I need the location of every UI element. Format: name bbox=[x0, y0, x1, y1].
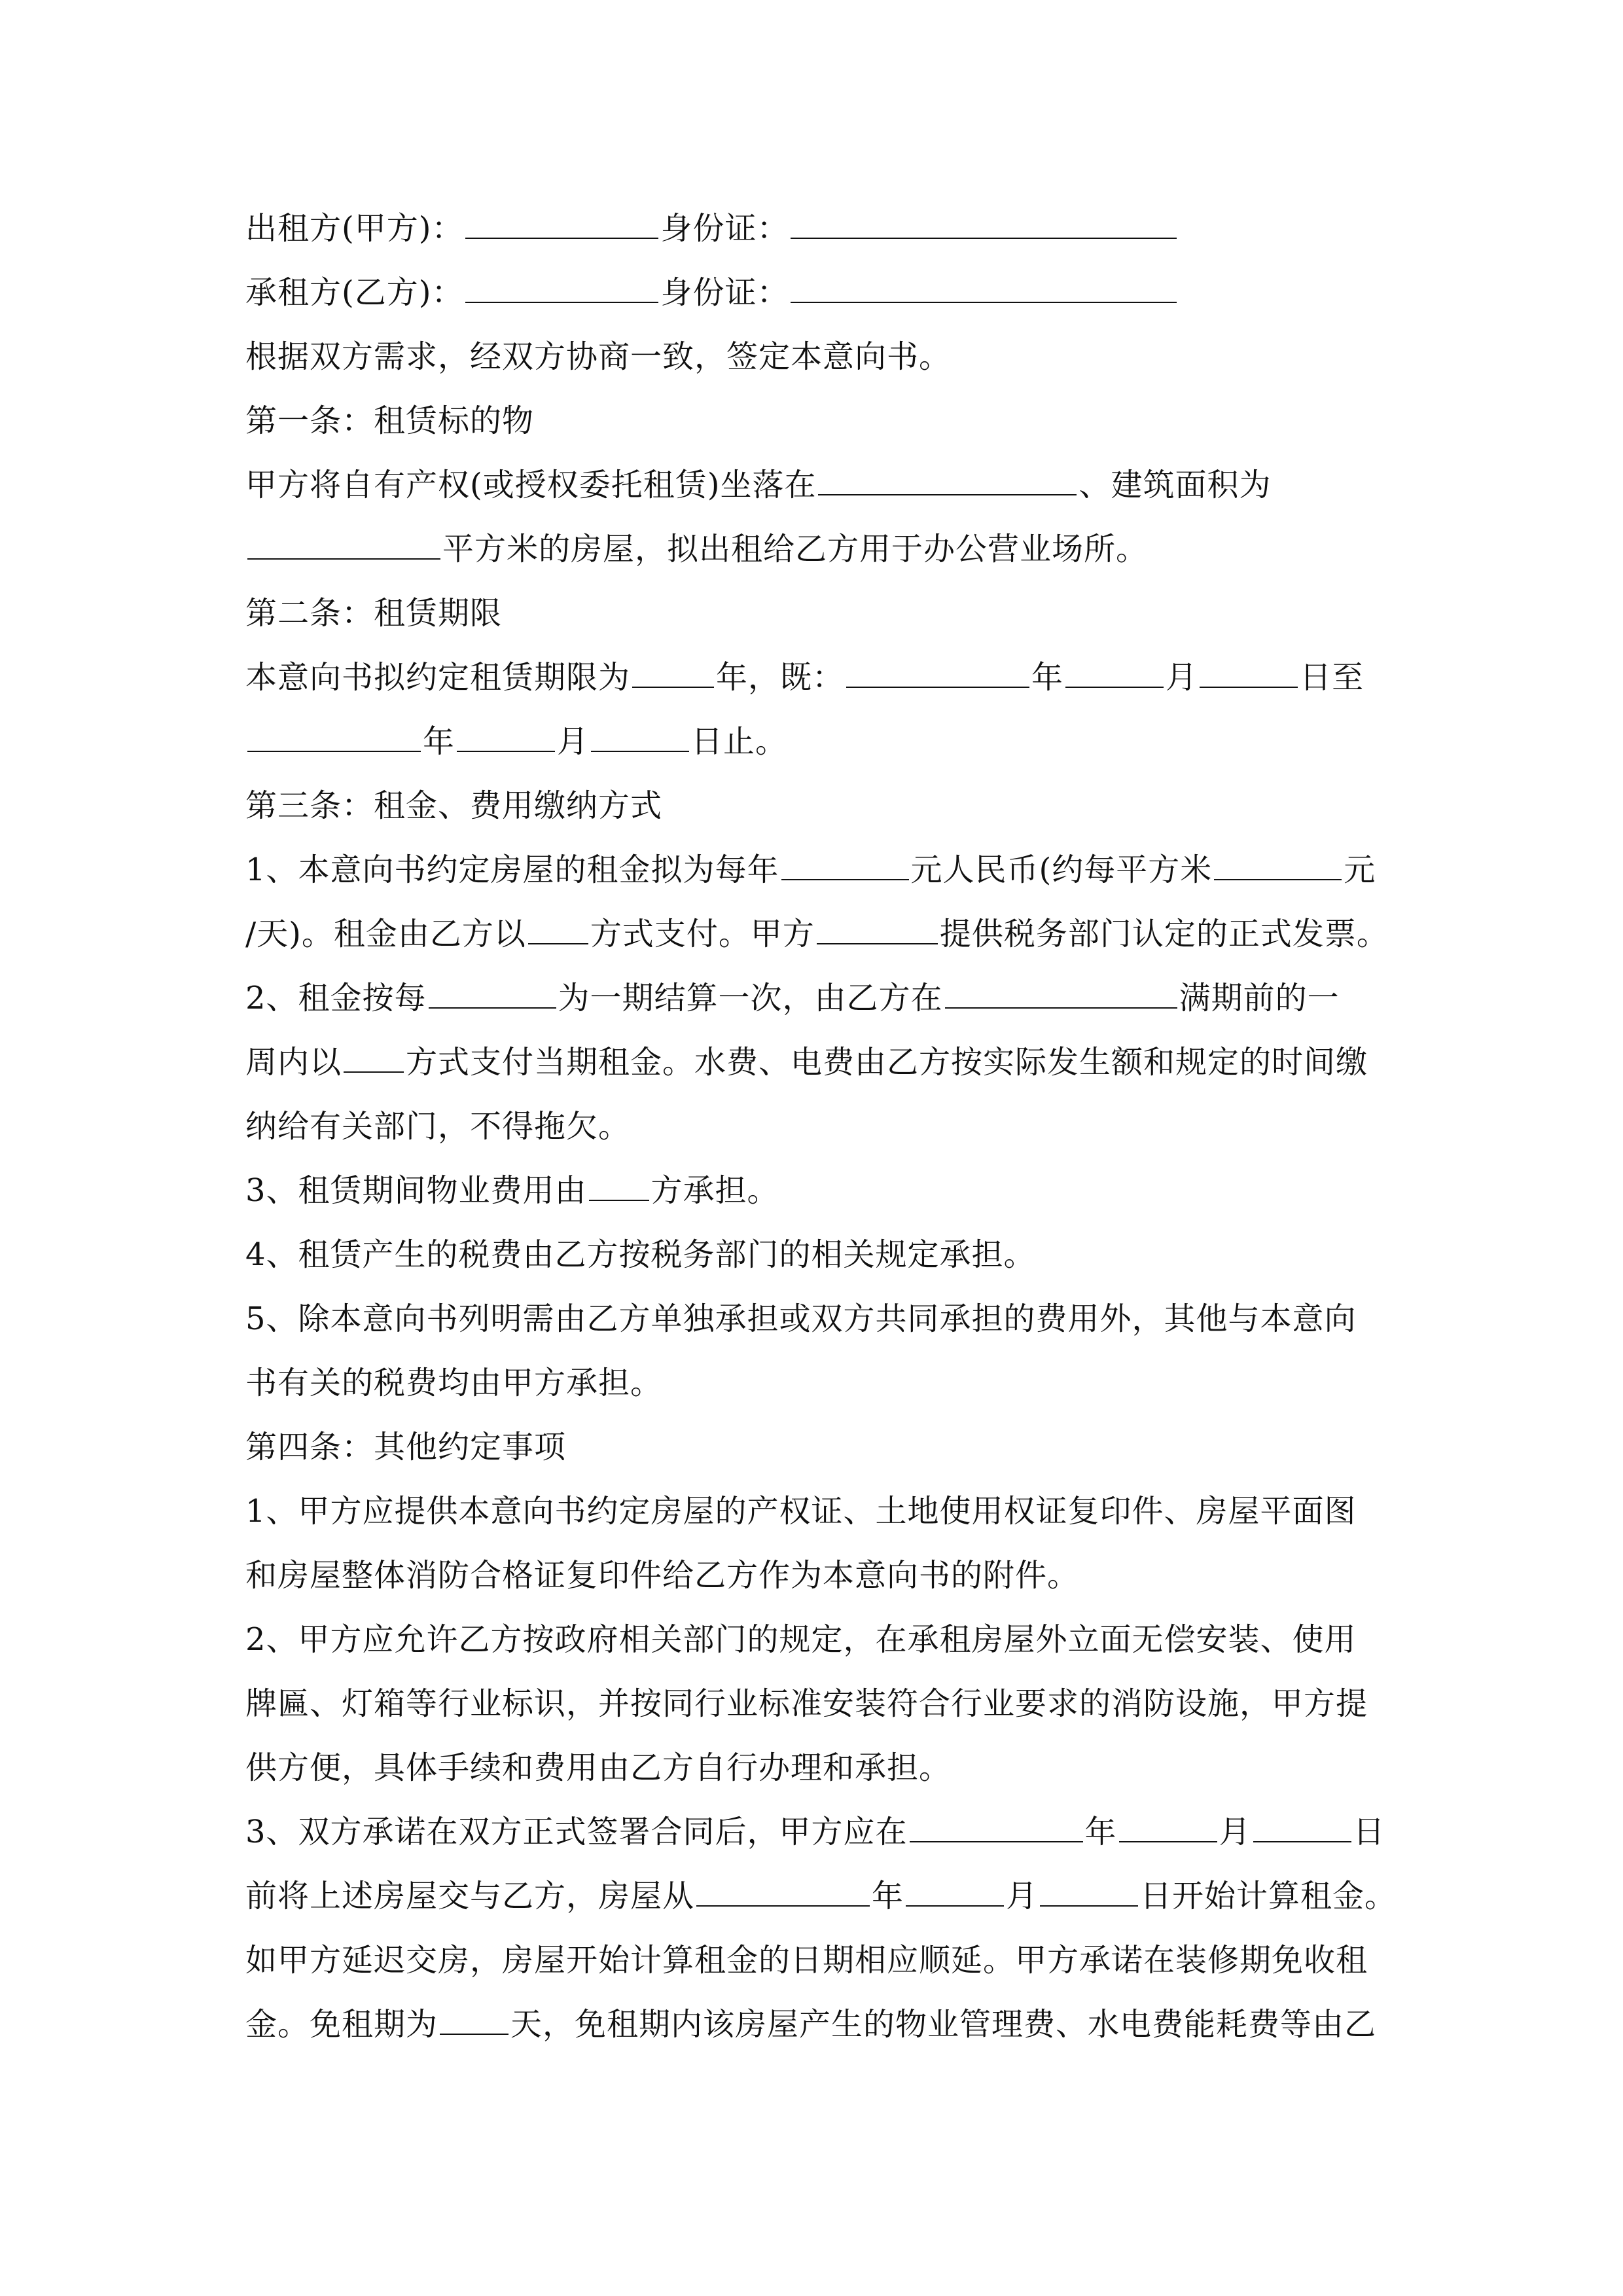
art3-3-text-b: 方承担。 bbox=[651, 1172, 779, 1209]
day-end-label: 日止。 bbox=[691, 723, 788, 760]
year-label: 年 bbox=[1031, 659, 1064, 696]
article-4-item-3-line-3: 如甲方延迟交房，房屋开始计算租金的日期相应顺延。甲方承诺在装修期免收租 bbox=[245, 1942, 1368, 1979]
free-rent-days-blank[interactable] bbox=[440, 2005, 508, 2035]
party-a-name-blank[interactable] bbox=[465, 209, 658, 239]
art3-1-text-f: 提供税务部门认定的正式发票。 bbox=[939, 916, 1389, 952]
term-years-blank[interactable] bbox=[632, 658, 714, 688]
art4-3-text-b: 前将上述房屋交与乙方，房屋从 bbox=[245, 1878, 695, 1914]
party-b-line bbox=[245, 260, 1387, 325]
article-3-item-1-line-1 bbox=[245, 838, 1387, 902]
end-day-blank[interactable] bbox=[591, 722, 689, 752]
year-label: 年 bbox=[872, 1878, 904, 1914]
art4-3-text-a: 3、双方承诺在双方正式签署合同后，甲方应在 bbox=[245, 1814, 908, 1850]
art3-1-text-d: /天)。租金由乙方以 bbox=[245, 916, 526, 952]
month-label: 月 bbox=[1166, 659, 1198, 696]
month-label: 月 bbox=[1219, 1814, 1251, 1850]
art1-text-a: 甲方将自有产权(或授权委托租赁)坐落在 bbox=[245, 467, 817, 503]
article-4-title: 第四条：其他约定事项 bbox=[245, 1429, 567, 1465]
article-4-item-2-line-2: 牌匾、灯箱等行业标识，并按同行业标准安装符合行业要求的消防设施，甲方提 bbox=[245, 1685, 1368, 1722]
year-label: 年 bbox=[1084, 1814, 1117, 1850]
art3-1-text-b: 元人民币(约每平方米 bbox=[910, 852, 1213, 888]
party-a-id-label: 身份证： bbox=[660, 210, 789, 247]
party-a-line bbox=[245, 196, 1387, 260]
party-b-name-blank[interactable] bbox=[465, 273, 658, 303]
start-day-blank[interactable] bbox=[1200, 658, 1298, 688]
article-4-item-2-line-1: 2、甲方应允许乙方按政府相关部门的规定，在承租房屋外立面无偿安装、使用 bbox=[245, 1621, 1357, 1658]
day-label: 日 bbox=[1353, 1814, 1385, 1850]
art3-3-text-a: 3、租赁期间物业费用由 bbox=[245, 1172, 587, 1209]
art2-text-a: 本意向书拟约定租赁期限为 bbox=[245, 659, 631, 696]
article-3-item-5-line-2: 书有关的税费均由甲方承担。 bbox=[245, 1365, 663, 1401]
art3-2-text-d: 周内以 bbox=[245, 1044, 342, 1081]
end-year-blank[interactable] bbox=[247, 722, 421, 752]
party-a-label: 出租方(甲方)： bbox=[245, 210, 464, 247]
art3-2-text-c: 满期前的一 bbox=[1179, 980, 1340, 1016]
month-label: 月 bbox=[557, 723, 590, 760]
article-3-item-1-line-2 bbox=[245, 902, 1387, 966]
handover-day-blank[interactable] bbox=[1253, 1812, 1351, 1842]
art3-1-text-e: 方式支付。甲方 bbox=[590, 916, 815, 952]
area-blank[interactable] bbox=[247, 529, 440, 560]
intro-line: 根据双方需求，经双方协商一致，签定本意向书。 bbox=[245, 338, 952, 375]
article-1-title: 第一条：租赁标的物 bbox=[245, 403, 535, 439]
article-4-item-3-line-2 bbox=[245, 1864, 1397, 1928]
lease-intent-body bbox=[245, 196, 1397, 2056]
payment-method-blank[interactable] bbox=[528, 914, 588, 944]
rent-payment-method-blank[interactable] bbox=[344, 1043, 404, 1073]
art4-3-text-f: 天，免租期内该房屋产生的物业管理费、水电费能耗费等由乙 bbox=[510, 2006, 1377, 2043]
article-2-line-1 bbox=[245, 645, 1387, 709]
article-3-item-2-line-3: 纳给有关部门，不得拖欠。 bbox=[245, 1108, 631, 1145]
art3-1-text-c: 元 bbox=[1344, 852, 1376, 888]
article-4-item-1-line-1: 1、甲方应提供本意向书约定房屋的产权证、土地使用权证复印件、房屋平面图 bbox=[245, 1493, 1357, 1530]
article-3-item-4: 4、租赁产生的税费由乙方按税务部门的相关规定承担。 bbox=[245, 1236, 1036, 1273]
location-blank[interactable] bbox=[818, 465, 1077, 495]
party-a-id-blank[interactable] bbox=[791, 209, 1177, 239]
art4-3-text-e: 金。免租期为 bbox=[245, 2006, 438, 2043]
article-3-item-5-line-1: 5、除本意向书列明需由乙方单独承担或双方共同承担的费用外，其他与本意向 bbox=[245, 1300, 1357, 1337]
rent-start-year-blank[interactable] bbox=[696, 1876, 870, 1907]
art4-3-text-c: 日开始计算租金。 bbox=[1140, 1878, 1397, 1914]
article-4-item-3-line-4 bbox=[245, 1992, 1387, 2056]
article-4-item-2-line-3: 供方便，具体手续和费用由乙方自行办理和承担。 bbox=[245, 1749, 952, 1786]
article-3-item-2-line-1 bbox=[245, 966, 1387, 1030]
art3-2-text-a: 2、租金按每 bbox=[245, 980, 427, 1016]
article-4-item-3-line-1 bbox=[245, 1800, 1387, 1864]
start-month-blank[interactable] bbox=[1065, 658, 1164, 688]
rent-start-month-blank[interactable] bbox=[906, 1876, 1004, 1907]
art3-2-text-b: 为一期结算一次，由乙方在 bbox=[558, 980, 943, 1016]
art1-text-b: 、建筑面积为 bbox=[1079, 467, 1272, 503]
article-2-line-2 bbox=[245, 709, 1387, 774]
article-2-title: 第二条：租赁期限 bbox=[245, 595, 503, 632]
start-year-blank[interactable] bbox=[846, 658, 1029, 688]
annual-rent-blank[interactable] bbox=[781, 850, 909, 880]
art3-1-text-a: 1、本意向书约定房屋的租金拟为每年 bbox=[245, 852, 779, 888]
day-to-label: 日至 bbox=[1300, 659, 1364, 696]
invoice-blank[interactable] bbox=[817, 914, 938, 944]
daily-rate-blank[interactable] bbox=[1214, 850, 1342, 880]
party-b-id-blank[interactable] bbox=[791, 273, 1177, 303]
settlement-period-blank[interactable] bbox=[429, 978, 556, 1009]
article-1-line-1 bbox=[245, 453, 1387, 517]
party-b-label: 承租方(乙方)： bbox=[245, 274, 464, 311]
article-1-line-2 bbox=[245, 517, 1387, 581]
end-month-blank[interactable] bbox=[457, 722, 555, 752]
handover-year-blank[interactable] bbox=[910, 1812, 1083, 1842]
art2-text-b: 年，既： bbox=[716, 659, 845, 696]
article-3-title: 第三条：租金、费用缴纳方式 bbox=[245, 787, 663, 824]
article-3-item-3 bbox=[245, 1158, 1387, 1223]
rent-start-day-blank[interactable] bbox=[1040, 1876, 1138, 1907]
party-b-id-label: 身份证： bbox=[660, 274, 789, 311]
art1-text-c: 平方米的房屋，拟出租给乙方用于办公营业场所。 bbox=[442, 531, 1149, 567]
article-4-item-1-line-2: 和房屋整体消防合格证复印件给乙方作为本意向书的附件。 bbox=[245, 1557, 1080, 1594]
property-fee-party-blank[interactable] bbox=[589, 1171, 649, 1201]
year-label: 年 bbox=[423, 723, 455, 760]
handover-month-blank[interactable] bbox=[1119, 1812, 1217, 1842]
due-period-blank[interactable] bbox=[945, 978, 1177, 1009]
month-label: 月 bbox=[1006, 1878, 1039, 1914]
art3-2-text-e: 方式支付当期租金。水费、电费由乙方按实际发生额和规定的时间缴 bbox=[406, 1044, 1368, 1081]
article-3-item-2-line-2 bbox=[245, 1030, 1387, 1094]
